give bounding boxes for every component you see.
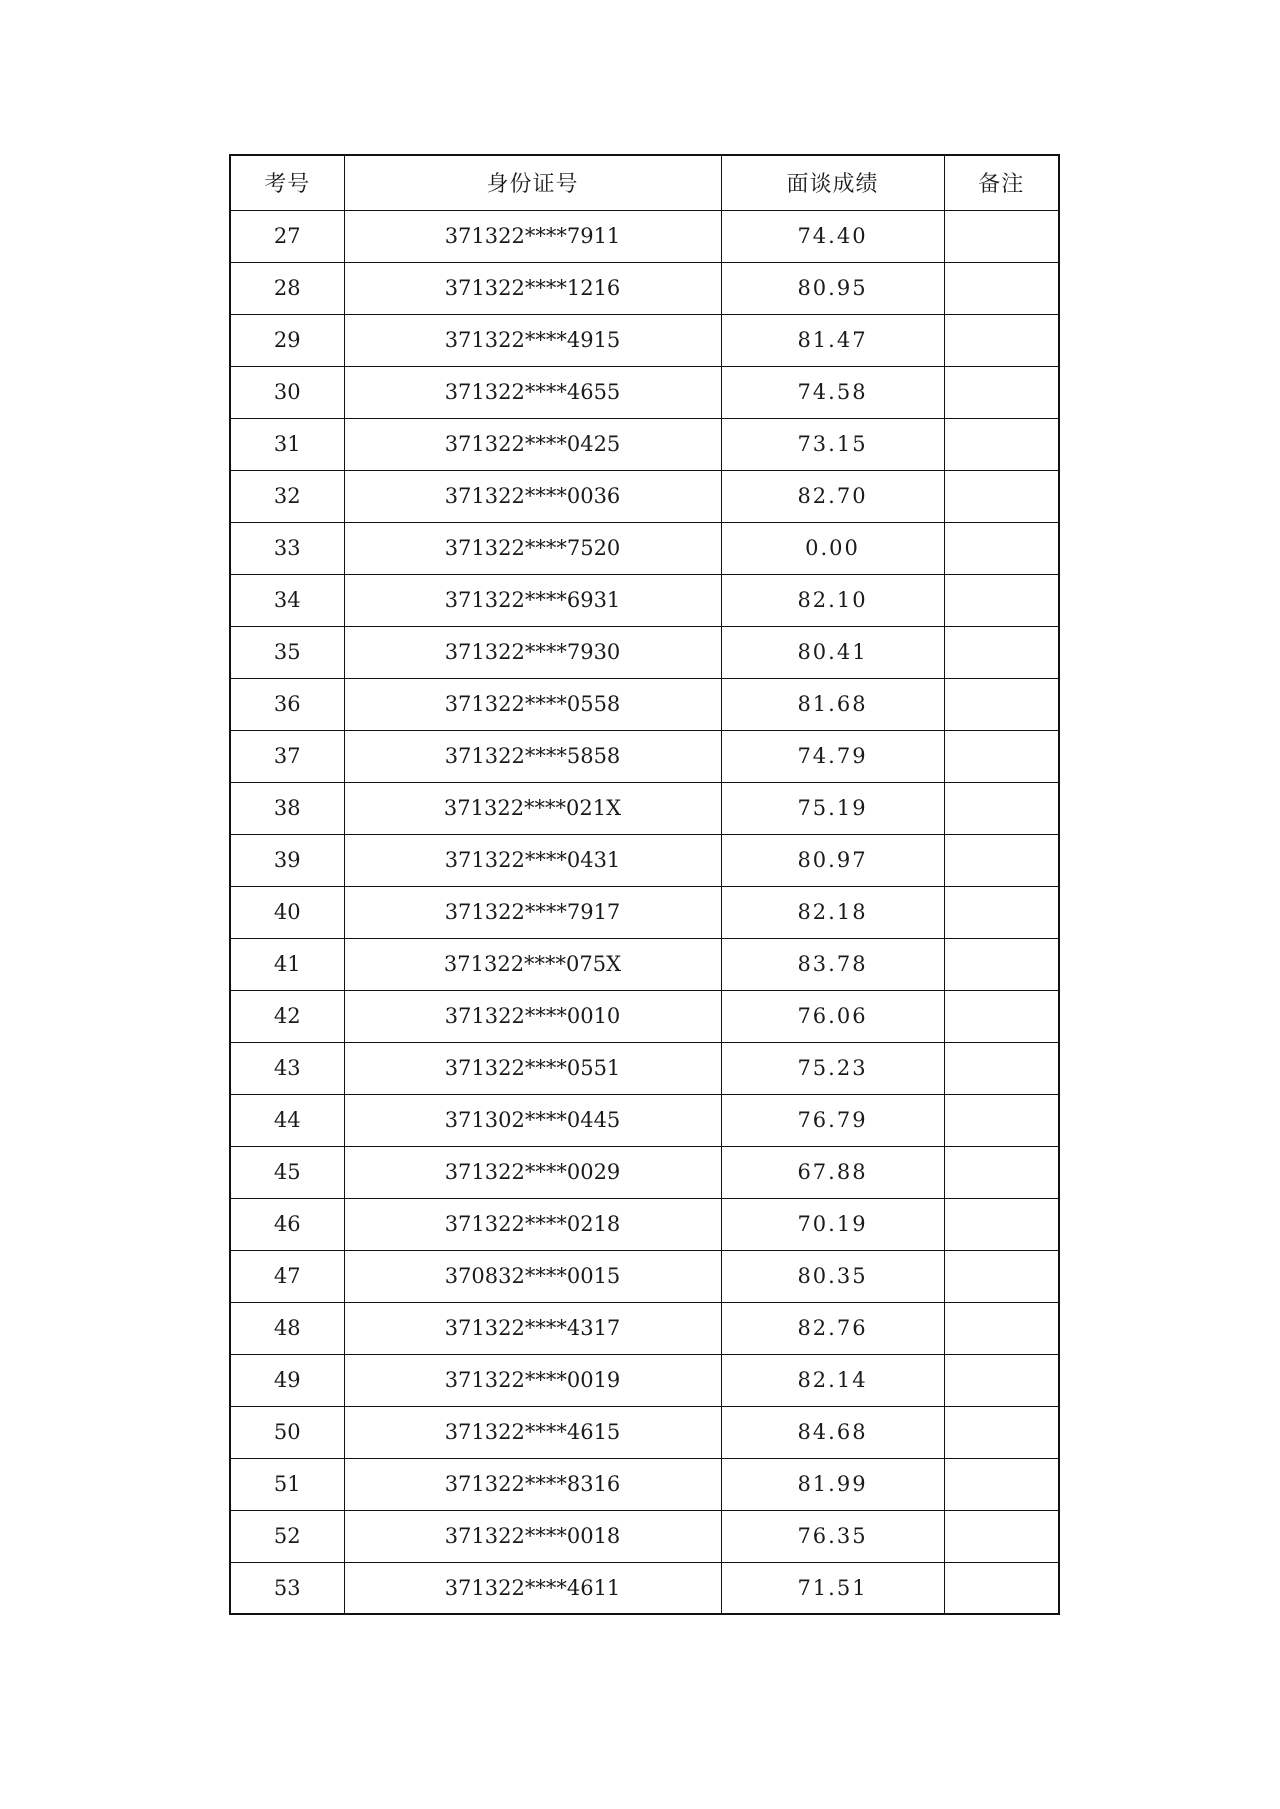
table-row <box>230 366 1059 418</box>
cell-id-no: 371322****0551 <box>344 1042 721 1094</box>
cell-remark <box>944 210 1059 262</box>
cell-id-no: 371322****0010 <box>344 990 721 1042</box>
cell-exam-no: 37 <box>230 730 344 782</box>
table-row <box>230 314 1059 366</box>
cell-id-no: 371322****0036 <box>344 470 721 522</box>
cell-interview-score: 84.68 <box>721 1406 944 1458</box>
table-row <box>230 1302 1059 1354</box>
cell-remark <box>944 1198 1059 1250</box>
table-row <box>230 834 1059 886</box>
cell-id-no: 371322****7911 <box>344 210 721 262</box>
cell-remark <box>944 782 1059 834</box>
cell-interview-score: 0.00 <box>721 522 944 574</box>
cell-remark <box>944 678 1059 730</box>
cell-remark <box>944 1354 1059 1406</box>
table-row <box>230 262 1059 314</box>
table-row <box>230 1510 1059 1562</box>
table-row <box>230 1146 1059 1198</box>
table-row <box>230 574 1059 626</box>
cell-interview-score: 82.18 <box>721 886 944 938</box>
cell-exam-no: 50 <box>230 1406 344 1458</box>
cell-remark <box>944 1458 1059 1510</box>
cell-id-no: 371322****021X <box>344 782 721 834</box>
cell-exam-no: 39 <box>230 834 344 886</box>
cell-id-no: 371322****4611 <box>344 1562 721 1614</box>
cell-remark <box>944 1562 1059 1614</box>
cell-interview-score: 80.95 <box>721 262 944 314</box>
cell-id-no: 371322****0029 <box>344 1146 721 1198</box>
table-row <box>230 782 1059 834</box>
cell-interview-score: 76.35 <box>721 1510 944 1562</box>
cell-remark <box>944 626 1059 678</box>
cell-exam-no: 45 <box>230 1146 344 1198</box>
table-row <box>230 938 1059 990</box>
cell-id-no: 371322****0558 <box>344 678 721 730</box>
table-row <box>230 990 1059 1042</box>
cell-exam-no: 28 <box>230 262 344 314</box>
cell-id-no: 371322****7917 <box>344 886 721 938</box>
table-row <box>230 626 1059 678</box>
cell-remark <box>944 1146 1059 1198</box>
table-body <box>230 210 1059 1614</box>
cell-exam-no: 27 <box>230 210 344 262</box>
cell-interview-score: 76.79 <box>721 1094 944 1146</box>
cell-remark <box>944 522 1059 574</box>
cell-id-no: 371322****0431 <box>344 834 721 886</box>
header-interview-score: 面谈成绩 <box>721 155 944 210</box>
cell-id-no: 371322****0019 <box>344 1354 721 1406</box>
cell-remark <box>944 1510 1059 1562</box>
cell-remark <box>944 1406 1059 1458</box>
table-row <box>230 886 1059 938</box>
header-id-no: 身份证号 <box>344 155 721 210</box>
cell-remark <box>944 886 1059 938</box>
cell-interview-score: 74.40 <box>721 210 944 262</box>
cell-interview-score: 81.68 <box>721 678 944 730</box>
cell-interview-score: 75.23 <box>721 1042 944 1094</box>
table-row <box>230 1198 1059 1250</box>
cell-exam-no: 52 <box>230 1510 344 1562</box>
cell-exam-no: 31 <box>230 418 344 470</box>
table-row <box>230 1562 1059 1614</box>
cell-remark <box>944 834 1059 886</box>
cell-id-no: 371322****4615 <box>344 1406 721 1458</box>
cell-interview-score: 80.35 <box>721 1250 944 1302</box>
cell-exam-no: 30 <box>230 366 344 418</box>
cell-remark <box>944 1042 1059 1094</box>
cell-exam-no: 47 <box>230 1250 344 1302</box>
cell-interview-score: 73.15 <box>721 418 944 470</box>
cell-interview-score: 75.19 <box>721 782 944 834</box>
interview-score-table <box>229 154 1060 1615</box>
header-exam-no: 考号 <box>230 155 344 210</box>
cell-interview-score: 80.97 <box>721 834 944 886</box>
cell-exam-no: 42 <box>230 990 344 1042</box>
cell-id-no: 371322****7930 <box>344 626 721 678</box>
cell-interview-score: 70.19 <box>721 1198 944 1250</box>
cell-exam-no: 49 <box>230 1354 344 1406</box>
cell-id-no: 371322****0018 <box>344 1510 721 1562</box>
table-row <box>230 470 1059 522</box>
cell-remark <box>944 314 1059 366</box>
cell-remark <box>944 730 1059 782</box>
cell-interview-score: 76.06 <box>721 990 944 1042</box>
table-row <box>230 1250 1059 1302</box>
table-row <box>230 210 1059 262</box>
cell-interview-score: 67.88 <box>721 1146 944 1198</box>
cell-interview-score: 74.79 <box>721 730 944 782</box>
cell-id-no: 371322****075X <box>344 938 721 990</box>
cell-interview-score: 82.70 <box>721 470 944 522</box>
cell-exam-no: 43 <box>230 1042 344 1094</box>
cell-interview-score: 80.41 <box>721 626 944 678</box>
cell-exam-no: 41 <box>230 938 344 990</box>
cell-remark <box>944 418 1059 470</box>
table-row <box>230 1354 1059 1406</box>
cell-interview-score: 74.58 <box>721 366 944 418</box>
cell-exam-no: 51 <box>230 1458 344 1510</box>
table-row <box>230 522 1059 574</box>
cell-id-no: 371322****4317 <box>344 1302 721 1354</box>
cell-remark <box>944 1302 1059 1354</box>
table-row <box>230 730 1059 782</box>
table-header <box>230 155 1059 210</box>
cell-interview-score: 82.76 <box>721 1302 944 1354</box>
cell-interview-score: 71.51 <box>721 1562 944 1614</box>
cell-id-no: 371322****6931 <box>344 574 721 626</box>
cell-id-no: 370832****0015 <box>344 1250 721 1302</box>
cell-id-no: 371322****8316 <box>344 1458 721 1510</box>
table-row <box>230 1458 1059 1510</box>
table-row <box>230 1042 1059 1094</box>
header-row <box>230 155 1059 210</box>
cell-id-no: 371302****0445 <box>344 1094 721 1146</box>
table-row <box>230 1094 1059 1146</box>
cell-exam-no: 33 <box>230 522 344 574</box>
cell-exam-no: 35 <box>230 626 344 678</box>
cell-id-no: 371322****4915 <box>344 314 721 366</box>
cell-remark <box>944 938 1059 990</box>
cell-exam-no: 29 <box>230 314 344 366</box>
cell-exam-no: 53 <box>230 1562 344 1614</box>
table-row <box>230 418 1059 470</box>
table-row <box>230 678 1059 730</box>
header-remarks: 备注 <box>944 155 1059 210</box>
cell-interview-score: 82.10 <box>721 574 944 626</box>
cell-exam-no: 48 <box>230 1302 344 1354</box>
cell-id-no: 371322****0425 <box>344 418 721 470</box>
cell-exam-no: 34 <box>230 574 344 626</box>
cell-remark <box>944 1250 1059 1302</box>
cell-interview-score: 82.14 <box>721 1354 944 1406</box>
cell-remark <box>944 366 1059 418</box>
cell-exam-no: 36 <box>230 678 344 730</box>
cell-remark <box>944 470 1059 522</box>
cell-id-no: 371322****4655 <box>344 366 721 418</box>
cell-interview-score: 81.99 <box>721 1458 944 1510</box>
cell-exam-no: 46 <box>230 1198 344 1250</box>
cell-exam-no: 44 <box>230 1094 344 1146</box>
cell-exam-no: 38 <box>230 782 344 834</box>
cell-interview-score: 81.47 <box>721 314 944 366</box>
cell-id-no: 371322****1216 <box>344 262 721 314</box>
cell-id-no: 371322****5858 <box>344 730 721 782</box>
cell-id-no: 371322****0218 <box>344 1198 721 1250</box>
cell-remark <box>944 262 1059 314</box>
cell-remark <box>944 1094 1059 1146</box>
table-row <box>230 1406 1059 1458</box>
cell-id-no: 371322****7520 <box>344 522 721 574</box>
cell-exam-no: 32 <box>230 470 344 522</box>
cell-interview-score: 83.78 <box>721 938 944 990</box>
cell-exam-no: 40 <box>230 886 344 938</box>
cell-remark <box>944 990 1059 1042</box>
cell-remark <box>944 574 1059 626</box>
